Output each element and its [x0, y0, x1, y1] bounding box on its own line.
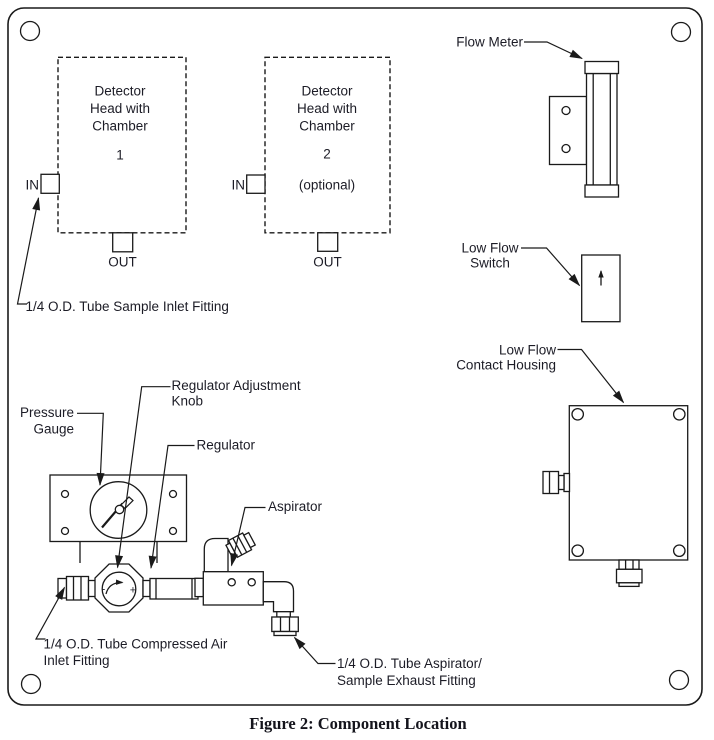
flow-meter-body [587, 74, 618, 186]
detector-2-out-port [318, 233, 338, 252]
low-flow-switch-label-line2: Switch [470, 255, 510, 271]
detector-2-out-label: OUT [313, 254, 342, 270]
detector-2-text-line2: Head with [296, 101, 358, 116]
regulator-adjustment-label-line1: Regulator Adjustment [171, 378, 301, 393]
detector-1-text-line3: Chamber [92, 118, 148, 134]
knob-minus-mark: - [101, 583, 106, 596]
detector-2-in-label: IN [231, 177, 245, 193]
detector-1-in-label: IN [25, 177, 39, 193]
housing-left-fitting [543, 472, 570, 494]
detector-1-text-line1: Detector [94, 83, 146, 99]
flow-meter-label: Flow Meter [456, 34, 523, 50]
detector-1-in-port [41, 174, 59, 193]
detector-1-number: 1 [116, 147, 124, 163]
aspirator-top-elbow [204, 539, 228, 572]
detector-1-out-port [113, 233, 133, 252]
flow-meter-bottom-cap [585, 185, 619, 197]
exhaust-label-line2: Sample Exhaust Fitting [337, 673, 476, 688]
flow-meter-top-cap [585, 62, 619, 74]
air-tube-drawing [143, 579, 198, 600]
compressed-air-label-line1: 1/4 O.D. Tube Compressed Air [43, 636, 228, 652]
regulator-adjustment-label-line2: Knob [171, 393, 204, 409]
knob-plus-mark: + [129, 584, 137, 597]
housing-bottom-fitting [617, 560, 643, 586]
pressure-gauge-label-line1: Pressure [19, 405, 74, 420]
detector-2-in-port [247, 175, 265, 193]
low-flow-switch-body [582, 255, 620, 322]
compressed-air-label-line2: Inlet Fitting [43, 653, 110, 668]
contact-housing-label-line2: Contact Housing [456, 357, 556, 373]
low-flow-switch-label-line1: Low Flow [461, 240, 519, 256]
detector-2-optional-note: (optional) [298, 177, 356, 193]
pressure-gauge-label-line2: Gauge [33, 421, 74, 437]
detector-2-text-line1: Detector [301, 83, 353, 99]
regulator-label: Regulator [196, 437, 256, 453]
pressure-gauge-drawing [90, 482, 147, 539]
contact-housing-label-line1: Low Flow [498, 342, 556, 358]
detector-2-number: 2 [323, 146, 331, 162]
figure-caption: Figure 2: Component Location [249, 714, 467, 733]
gauge-hub [115, 505, 123, 513]
contact-housing-box [569, 406, 687, 560]
sample-inlet-label: 1/4 O.D. Tube Sample Inlet Fitting [25, 299, 229, 314]
aspirator-block [203, 572, 263, 605]
aspirator-label: Aspirator [268, 499, 323, 514]
low-flow-switch-drawing [582, 255, 620, 322]
detector-2-text-line3: Chamber [299, 118, 355, 134]
exhaust-label-line1: 1/4 O.D. Tube Aspirator/ [337, 656, 482, 671]
detector-1-out-label: OUT [108, 254, 137, 270]
detector-1-text-line2: Head with [89, 101, 151, 116]
aspirator-inlet-stub [195, 578, 203, 596]
